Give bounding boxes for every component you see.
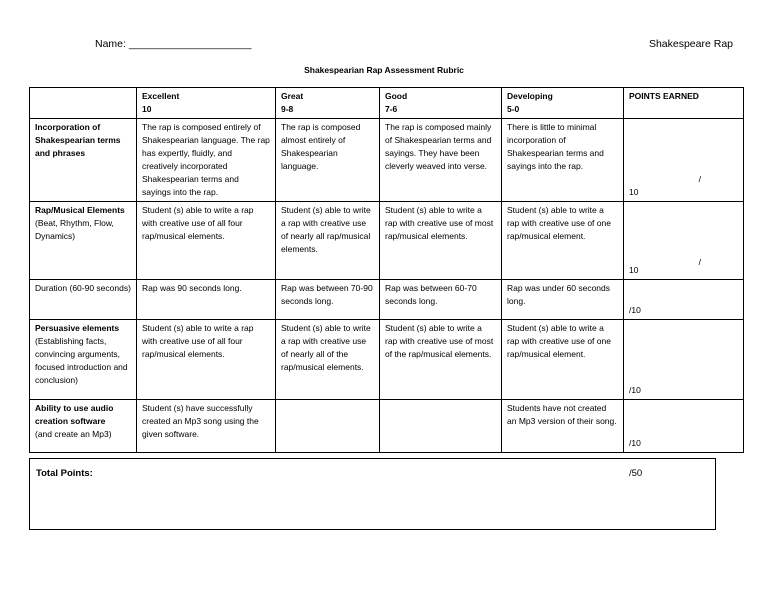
- criterion-cell: [30, 400, 137, 453]
- points-earned-cell[interactable]: [624, 400, 744, 453]
- description-cell: Rap was between 60-70 seconds long.: [380, 280, 502, 320]
- column-label: Developing: [507, 91, 553, 101]
- criterion-detail: (Beat, Rhythm, Flow, Dynamics): [35, 218, 114, 241]
- name-field-label: Name: _____________________: [95, 38, 252, 50]
- criterion-title: Ability to use audio creation software: [35, 403, 114, 426]
- criterion-title: Persuasive elements: [35, 323, 120, 333]
- table-row: [30, 280, 744, 320]
- criterion-detail: (Establishing facts, convincing arguments, focused introduction and conclusion): [35, 336, 128, 385]
- column-range: 7-6: [385, 104, 398, 114]
- table-row: [30, 202, 744, 280]
- header-row: [30, 88, 744, 119]
- description-cell: Student (s) able to write a rap with creative use of one rap/musical element.: [502, 202, 624, 280]
- points-max: 10: [629, 265, 639, 275]
- column-header-good: [380, 88, 502, 119]
- rubric-table: [29, 87, 744, 453]
- criterion-cell: [30, 119, 137, 202]
- column-range: 5-0: [507, 104, 520, 114]
- topic-label: Shakespeare Rap: [648, 38, 733, 50]
- total-points-value: /50: [629, 468, 643, 479]
- description-cell: The rap is composed almost entirely of Shakespearian language.: [276, 119, 380, 202]
- column-label: Good: [385, 91, 408, 101]
- column-header-great: [276, 88, 380, 119]
- total-points-box[interactable]: [29, 458, 716, 530]
- description-cell: Student (s) able to write a rap with creative use of nearly all of the rap/musical elements.: [276, 320, 380, 400]
- criterion-cell: [30, 320, 137, 400]
- points-max: /10: [629, 438, 641, 448]
- points-max: 10: [629, 187, 639, 197]
- column-header-points: POINTS EARNED: [624, 88, 744, 119]
- points-slash: /: [698, 174, 701, 184]
- description-cell: Student (s) have successfully created an Mp3 song using the given software.: [137, 400, 276, 453]
- description-cell: Student (s) able to write a rap with creative use of nearly all rap/musical elements.: [276, 202, 380, 280]
- description-cell: Student (s) able to write a rap with creative use of all four rap/musical elements.: [137, 202, 276, 280]
- column-header-excellent: [137, 88, 276, 119]
- description-cell: Student (s) able to write a rap with creative use of one rap/musical element.: [502, 320, 624, 400]
- description-cell: Rap was under 60 seconds long.: [502, 280, 624, 320]
- table-row: [30, 119, 744, 202]
- points-earned-cell[interactable]: [624, 119, 744, 202]
- description-cell: There is little to minimal incorporation of Shakespearian terms and sayings into the rap.: [502, 119, 624, 202]
- criterion-cell: [30, 202, 137, 280]
- criterion-title: Rap/Musical Elements: [35, 205, 125, 215]
- points-earned-cell[interactable]: [624, 280, 744, 320]
- points-slash: /: [698, 257, 701, 267]
- description-cell: The rap is composed mainly of Shakespearian terms and sayings. They have been cleverly weaved into verse.: [380, 119, 502, 202]
- total-points-label: Total Points:: [36, 468, 93, 479]
- criterion-cell: [30, 280, 137, 320]
- page-title: Shakespearian Rap Assessment Rubric: [304, 65, 464, 75]
- criterion-detail: (and create an Mp3): [35, 429, 112, 439]
- description-cell: Rap was between 70-90 seconds long.: [276, 280, 380, 320]
- points-max: /10: [629, 385, 641, 395]
- points-max: /10: [629, 305, 641, 315]
- criterion-detail: Duration (60-90 seconds): [35, 283, 131, 293]
- points-earned-cell[interactable]: [624, 202, 744, 280]
- description-cell: Student (s) able to write a rap with creative use of most of the rap/musical elements.: [380, 320, 502, 400]
- table-row: [30, 320, 744, 400]
- column-range: 10: [142, 104, 152, 114]
- column-label: Excellent: [142, 91, 180, 101]
- description-cell: Student (s) able to write a rap with creative use of most rap/musical elements.: [380, 202, 502, 280]
- column-range: 9-8: [281, 104, 294, 114]
- description-cell: The rap is composed entirely of Shakespearian language. The rap has expertly, fluidly, and creatively incorporated Shakespearian terms and sayings into the rap.: [137, 119, 276, 202]
- description-cell: Rap was 90 seconds long.: [137, 280, 276, 320]
- description-cell: Student (s) able to write a rap with creative use of all four rap/musical elements.: [137, 320, 276, 400]
- description-cell: Students have not created an Mp3 version of their song.: [502, 400, 624, 453]
- description-cell: [380, 400, 502, 453]
- description-cell: [276, 400, 380, 453]
- criterion-title: Incorporation of Shakespearian terms and phrases: [35, 122, 121, 158]
- corner-cell: [30, 88, 137, 119]
- column-label: Great: [281, 91, 304, 101]
- table-row: [30, 400, 744, 453]
- column-header-developing: [502, 88, 624, 119]
- points-earned-cell[interactable]: [624, 320, 744, 400]
